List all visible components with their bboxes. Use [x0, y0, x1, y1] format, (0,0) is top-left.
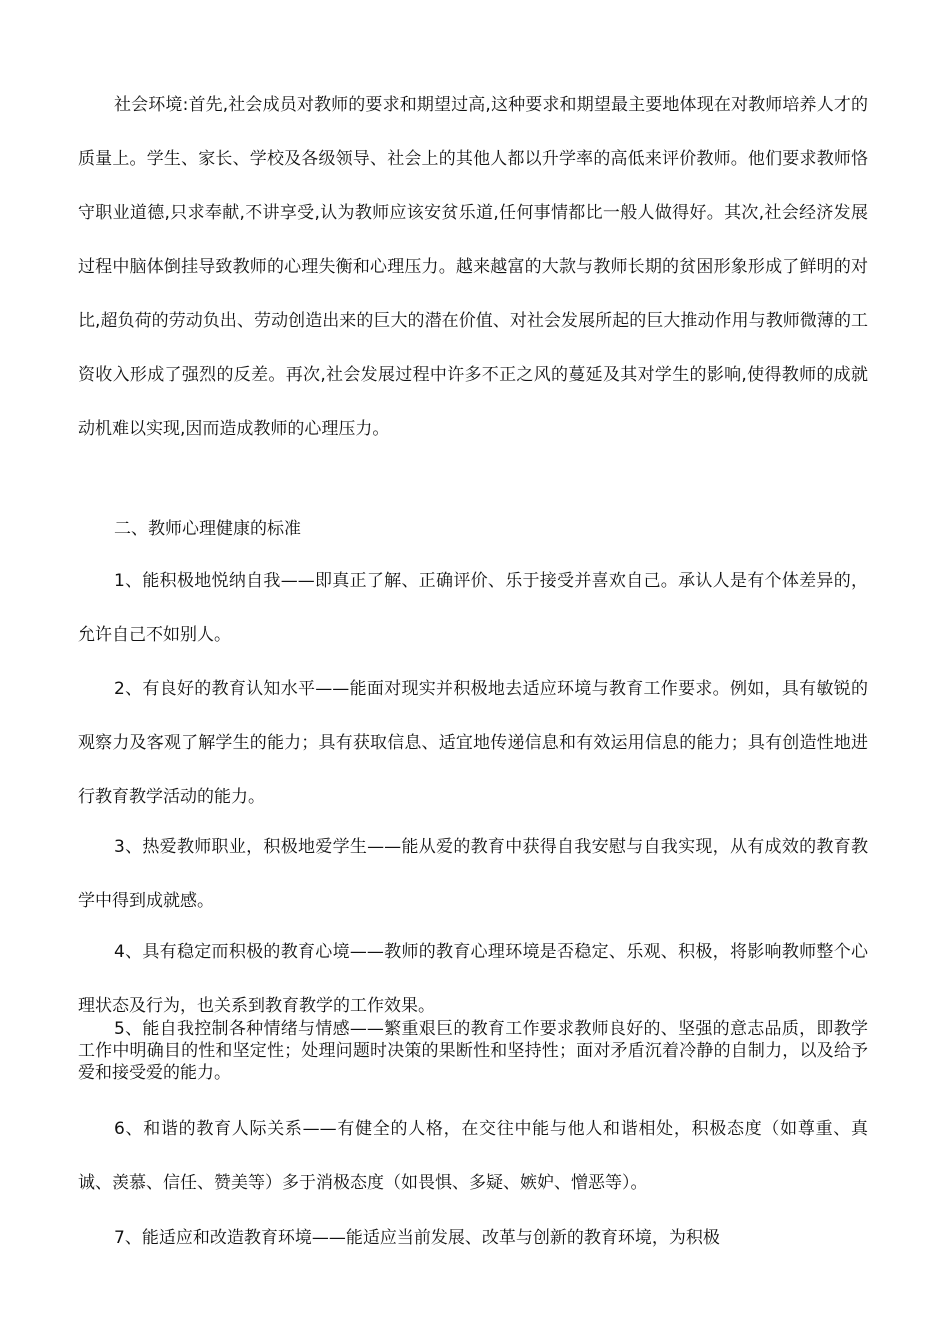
section-heading: 二、教师心理健康的标准	[114, 519, 301, 539]
standard-item-3: 3、热爱教师职业，积极地爱学生——能从爱的教育中获得自我安慰与自我实现，从有成效的教育教学中得到成就感。	[78, 837, 868, 911]
standard-item-6: 6、和谐的教育人际关系——有健全的人格，在交往中能与他人和谐相处，积极态度（如尊重、真诚、羡慕、信任、赞美等）多于消极态度（如畏惧、多疑、嫉妒、憎恶等）。	[78, 1119, 868, 1193]
standard-item-7: 7、能适应和改造教育环境——能适应当前发展、改革与创新的教育环境，为积极	[114, 1228, 720, 1248]
standard-item-1: 1、能积极地悦纳自我——即真正了解、正确评价、乐于接受并喜欢自己。承认人是有个体差异的，允许自己不如别人。	[78, 571, 868, 645]
standard-item-5: 5、能自我控制各种情绪与情感——繁重艰巨的教育工作要求教师良好的、坚强的意志品质，即教学工作中明确目的性和坚定性；处理问题时决策的果断性和坚持性；面对矛盾沉着冷静的自制力，以及给予爱和接受爱的能力。	[78, 1019, 868, 1083]
standard-item-2: 2、有良好的教育认知水平——能面对现实并积极地去适应环境与教育工作要求。例如，具有敏锐的观察力及客观了解学生的能力；具有获取信息、适宜地传递信息和有效运用信息的能力；具有创造性地进行教育教学活动的能力。	[78, 679, 868, 807]
standard-item-4: 4、具有稳定而积极的教育心境——教师的教育心理环境是否稳定、乐观、积极，将影响教师整个心理状态及行为，也关系到教育教学的工作效果。	[78, 942, 868, 1016]
paragraph-social-environment: 社会环境:首先,社会成员对教师的要求和期望过高,这种要求和期望最主要地体现在对教师培养人才的质量上。学生、家长、学校及各级领导、社会上的其他人都以升学率的高低来评价教师。他们要求教师恪守职业道德,只求奉献,不讲享受,认为教师应该安贫乐道,任何事情都比一般人做得好。其次,社会经济发展过程中脑体倒挂导致教师的心理失衡和心理压力。越来越富的大款与教师长期的贫困形象形成了鲜明的对比,超负荷的劳动负出、劳动创造出来的巨大的潜在价值、对社会发展所起的巨大推动作用与教师微薄的工资收入形成了强烈的反差。再次,社会发展过程中许多不正之风的蔓延及其对学生的影响,使得教师的成就动机难以实现,因而造成教师的心理压力。	[78, 95, 868, 439]
